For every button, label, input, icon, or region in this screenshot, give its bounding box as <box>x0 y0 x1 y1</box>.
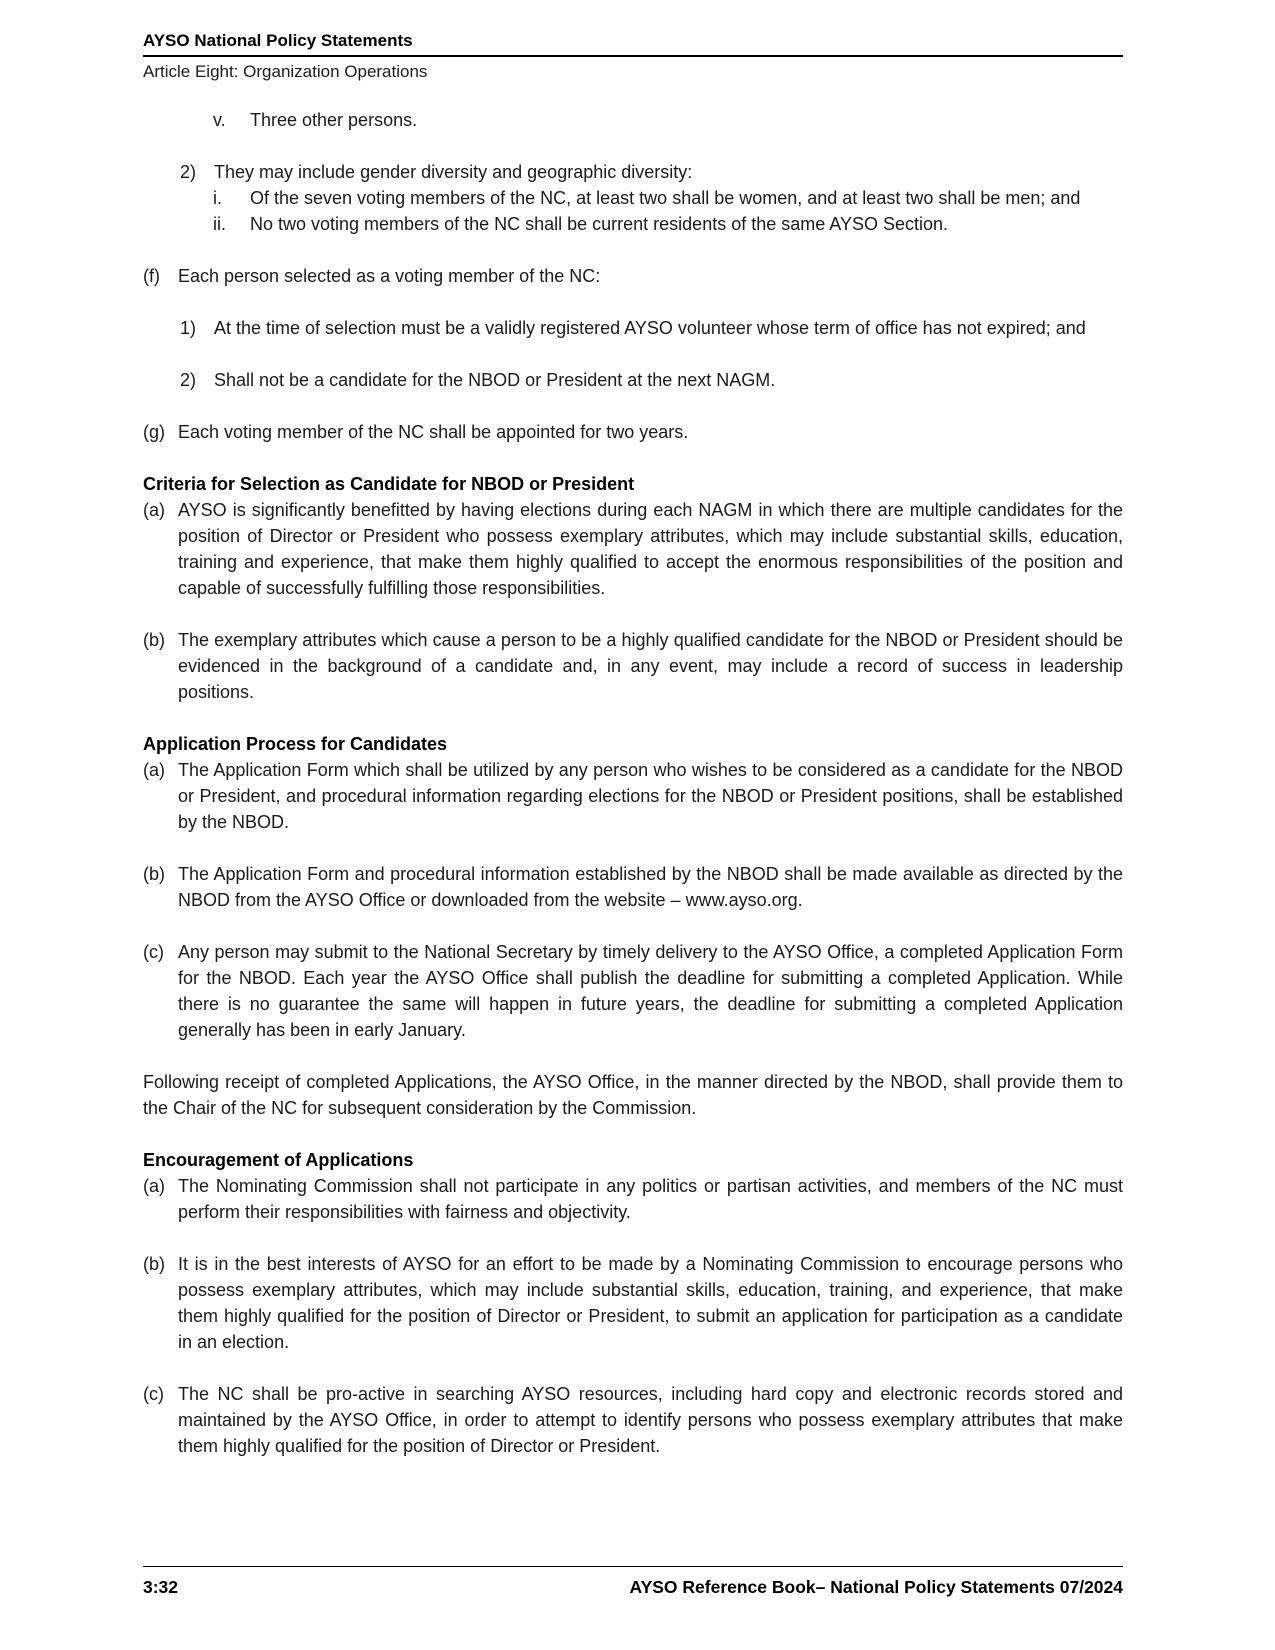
list-item-v-0 <box>143 107 1123 133</box>
list-marker: 2) <box>180 162 197 182</box>
list-text: The Nominating Commission shall not participate in any politics or partisan activities, and members of the NC must perform their responsibilities with fairness and objectivity. <box>178 1176 1123 1222</box>
document-body <box>143 107 1123 1459</box>
list-text: AYSO is significantly benefitted by having elections during each NAGM in which there are multiple candidates for the position of Director or President who possess exemplary attributes, which may include substantial skills, education, training and experience, that make them highly qualified to accept the enormous responsibilities of the position and capable of successfully fulfilling those responsibilities. <box>178 500 1123 598</box>
list-marker: (a) <box>143 760 165 780</box>
list-item-f-4 <box>143 263 1123 289</box>
list-text: At the time of selection must be a validly registered AYSO volunteer whose term of office has not expired; and <box>214 318 1086 338</box>
footer-page-number: 3:32 <box>143 1577 179 1597</box>
list-marker: (f) <box>143 266 160 286</box>
page-header <box>143 30 1123 83</box>
list-text: The Application Form which shall be utilized by any person who wishes to be considered as a candidate for the NBOD or President, and procedural information regarding elections for the NBOD or President positions, shall be established by the NBOD. <box>178 760 1123 832</box>
footer-row <box>143 1574 1123 1600</box>
list-marker: (g) <box>143 422 165 442</box>
list-item-2-1 <box>143 159 1123 185</box>
list-marker: (c) <box>143 942 164 962</box>
list-marker: i. <box>213 188 222 208</box>
document-title: AYSO National Policy Statements <box>143 31 413 50</box>
list-item-g-7 <box>143 419 1123 445</box>
section-heading: Encouragement of Applications <box>143 1150 414 1170</box>
list-item-ii-3 <box>143 211 1123 237</box>
list-item-1-5 <box>143 315 1123 341</box>
body-paragraph: Following receipt of completed Applications, the AYSO Office, in the manner directed by the NBOD, shall provide them to the Chair of the NC for subsequent consideration by the Commission. <box>143 1072 1123 1118</box>
list-marker: (b) <box>143 864 165 884</box>
list-marker: ii. <box>213 214 226 234</box>
list-marker: (b) <box>143 630 165 650</box>
list-text: Each voting member of the NC shall be appointed for two years. <box>178 422 689 442</box>
header-rule <box>143 55 1123 57</box>
list-item-c-14 <box>143 939 1123 1043</box>
section-heading: Application Process for Candidates <box>143 734 448 754</box>
list-text: Three other persons. <box>250 110 418 130</box>
list-item-c-19 <box>143 1381 1123 1459</box>
list-marker: v. <box>213 110 226 130</box>
list-marker: (c) <box>143 1384 164 1404</box>
list-text: Any person may submit to the National Secretary by timely delivery to the AYSO Office, a completed Application Form for the NBOD. Each year the AYSO Office shall publish the deadline for submitting a completed Application. While there is no guarantee the same will happen in future years, the deadline for submitting a completed Application generally has been in early January. <box>178 942 1123 1040</box>
list-text: They may include gender diversity and geographic diversity: <box>214 162 693 182</box>
list-item-b-18 <box>143 1251 1123 1355</box>
section-heading: Criteria for Selection as Candidate for NBOD or President <box>143 474 635 494</box>
list-item-i-2 <box>143 185 1123 211</box>
list-text: The NC shall be pro-active in searching AYSO resources, including hard copy and electronic records stored and maintained by the AYSO Office, in order to attempt to identify persons who possess exemplary attributes that make them highly qualified for the position of Director or President. <box>178 1384 1123 1456</box>
page-footer <box>143 1566 1123 1600</box>
list-item-b-10 <box>143 627 1123 705</box>
list-text: Each person selected as a voting member of the NC: <box>178 266 601 286</box>
list-item-2-6 <box>143 367 1123 393</box>
list-text: Of the seven voting members of the NC, at least two shall be women, and at least two shall be men; and <box>250 188 1081 208</box>
list-marker: 1) <box>180 318 197 338</box>
list-text: It is in the best interests of AYSO for an effort to be made by a Nominating Commission to encourage persons who possess exemplary attributes, which may include substantial skills, education, training, and experience, that make them highly qualified for the position of Director or President, to submit an application for participation as a candidate in an election. <box>178 1254 1123 1352</box>
list-marker: (b) <box>143 1254 165 1274</box>
list-item-a-12 <box>143 757 1123 835</box>
article-subtitle: Article Eight: Organization Operations <box>143 62 428 81</box>
list-text: The Application Form and procedural information established by the NBOD shall be made available as directed by the NBOD from the AYSO Office or downloaded from the website – www.ayso.org. <box>178 864 1123 910</box>
list-text: Shall not be a candidate for the NBOD or President at the next NAGM. <box>214 370 776 390</box>
list-marker: (a) <box>143 500 165 520</box>
list-item-a-17 <box>143 1173 1123 1225</box>
footer-rule <box>143 1566 1123 1567</box>
footer-book-title: AYSO Reference Book– National Policy Statements 07/2024 <box>629 1577 1123 1597</box>
list-text: The exemplary attributes which cause a person to be a highly qualified candidate for the NBOD or President should be evidenced in the background of a candidate and, in any event, may include a record of success in leadership positions. <box>178 630 1123 702</box>
list-marker: 2) <box>180 370 197 390</box>
list-item-a-9 <box>143 497 1123 601</box>
list-marker: (a) <box>143 1176 165 1196</box>
list-text: No two voting members of the NC shall be current residents of the same AYSO Section. <box>250 214 948 234</box>
list-item-b-13 <box>143 861 1123 913</box>
